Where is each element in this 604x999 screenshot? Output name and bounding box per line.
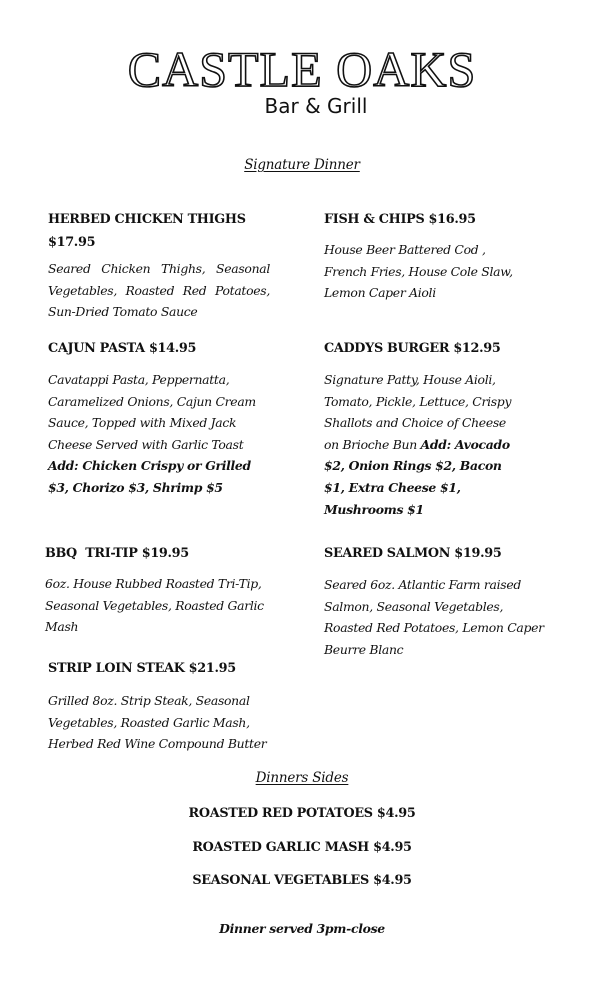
menu-item-cajun-pasta	[48, 337, 270, 499]
side-item-roasted-red-potatoes: ROASTED RED POTATOES $4.95	[188, 806, 416, 821]
menu-item-strip-loin-steak	[48, 657, 270, 755]
menu-item-fish-and-chips	[324, 208, 556, 304]
menu-item-description: 6oz. House Rubbed Roasted Tri-Tip, Seasonal Vegetables, Roasted Garlic Mash	[45, 576, 264, 635]
menu-item-title: FISH & CHIPS $16.95	[324, 212, 476, 227]
menu-item-add-ons: Add: Chicken Crispy or Grilled $3, Chorizo $3, Shrimp $5	[48, 458, 251, 495]
menu-item-price: $17.95	[48, 235, 96, 250]
menu-item-description	[48, 369, 270, 499]
menu-item-herbed-chicken-thighs	[48, 208, 270, 323]
menu-item-title: SEARED SALMON $19.95	[324, 546, 502, 561]
restaurant-subtitle-text: Bar & Grill	[264, 94, 368, 118]
footer-serving-hours: Dinner served 3pm-close	[219, 921, 385, 936]
menu-item-description-text: Signature Patty, House Aioli, Tomato, Pickle, Lettuce, Crispy Shallots and Choice of Cheese on Brioche Bun	[324, 372, 512, 452]
menu-item-title: CADDYS BURGER $12.95	[324, 341, 501, 356]
menu-item-description: Seared Chicken Thighs, Seasonal Vegetables, Roasted Red Potatoes, Sun-Dried Tomato Sauce	[48, 261, 270, 320]
menu-item-bbq-tri-tip	[45, 542, 271, 638]
menu-item-description-text: Cavatappi Pasta, Peppernatta, Caramelized Onions, Cajun Cream Sauce, Topped with Mixed Jack Cheese Served with Garlic Toast	[48, 372, 256, 452]
menu-item-title: HERBED CHICKEN THIGHS	[48, 212, 246, 227]
menu-item-title: STRIP LOIN STEAK $21.95	[48, 661, 236, 676]
menu-item-title: CAJUN PASTA $14.95	[48, 341, 197, 356]
restaurant-logo-name: CASTLE OAKS	[127, 41, 477, 97]
menu-item-title: BBQ TRI-TIP $19.95	[45, 546, 189, 561]
menu-item-description: Grilled 8oz. Strip Steak, Seasonal Vegetables, Roasted Garlic Mash, Herbed Red Wine Compound Butter	[48, 693, 267, 752]
menu-item-description: House Beer Battered Cod , French Fries, House Cole Slaw, Lemon Caper Aioli	[324, 242, 513, 301]
side-item-seasonal-vegetables: SEASONAL VEGETABLES $4.95	[192, 873, 412, 888]
menu-item-caddys-burger	[324, 337, 556, 520]
menu-item-add-ons: Add: Avocado $2, Onion Rings $2, Bacon $1, Extra Cheese $1, Mushrooms $1	[324, 436, 510, 517]
menu-item-description: Seared 6oz. Atlantic Farm raised Salmon, Seasonal Vegetables, Roasted Red Potatoes, Lemon Caper Beurre Blanc	[324, 577, 544, 657]
menu-item-seared-salmon	[324, 542, 556, 660]
restaurant-logo-subtitle	[0, 96, 604, 116]
side-item-roasted-garlic-mash: ROASTED GARLIC MASH $4.95	[192, 840, 412, 855]
section-heading-signature-dinner: Signature Dinner	[244, 157, 360, 173]
section-heading-dinner-sides: Dinners Sides	[255, 770, 349, 786]
menu-item-description	[324, 369, 524, 520]
